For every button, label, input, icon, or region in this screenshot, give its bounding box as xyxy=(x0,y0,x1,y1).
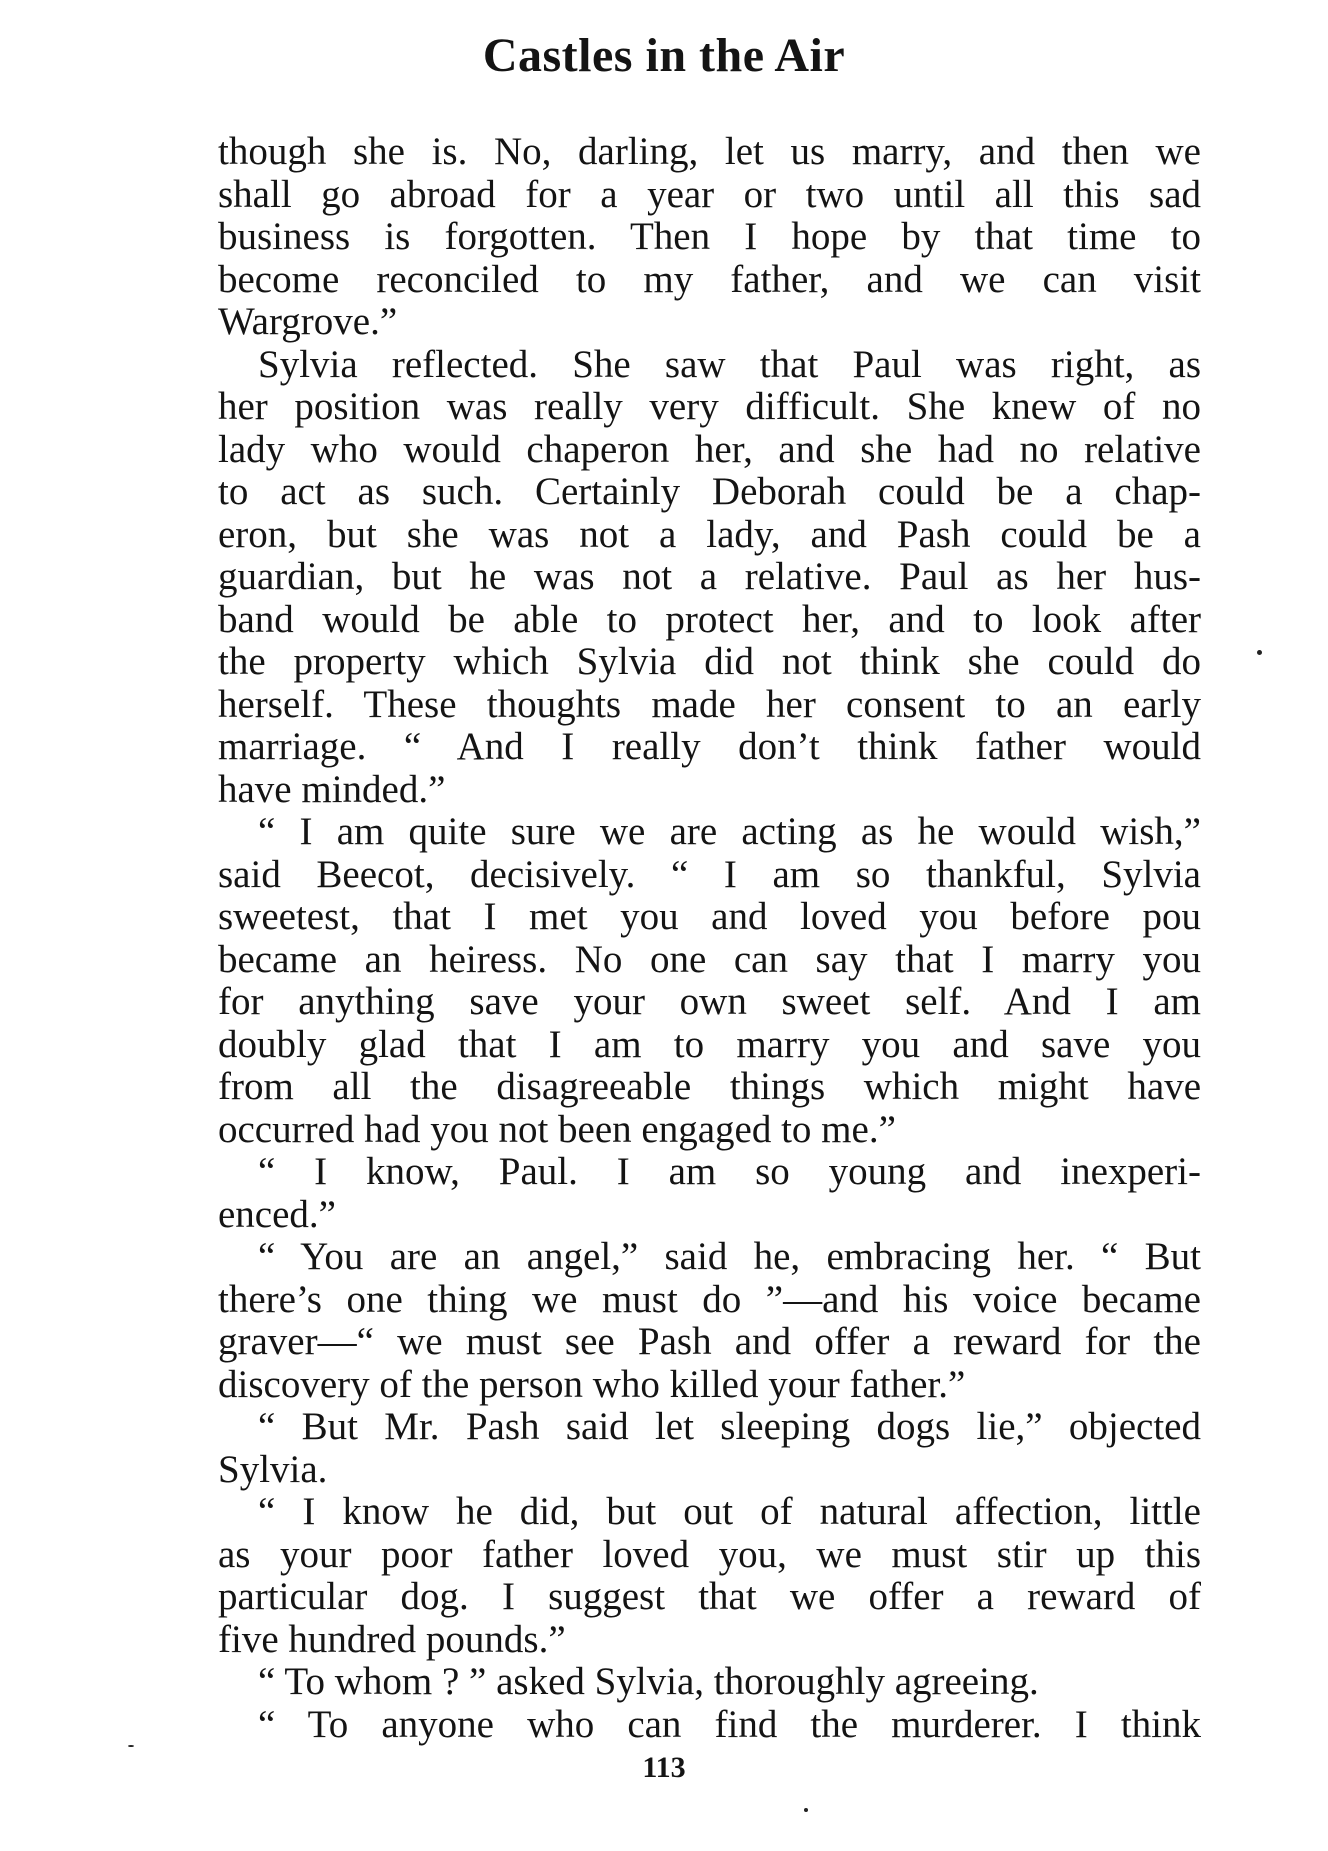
text-line: “ To whom ? ” asked Sylvia, thoroughly agreeing. xyxy=(258,1661,1039,1703)
text-line: guardian, but he was not a relative. Paul as her hus- xyxy=(218,556,1201,598)
scan-speck xyxy=(804,1808,808,1812)
text-line: for anything save your own sweet self. And I am xyxy=(218,981,1201,1023)
text-line: shall go abroad for a year or two until all this sad xyxy=(218,173,1201,216)
body-text xyxy=(218,131,1201,1746)
text-line: business is forgotten. Then I hope by that time to xyxy=(218,216,1201,258)
text-line: to act as such. Certainly Deborah could be a chap- xyxy=(218,471,1201,513)
text-line: “ I am quite sure we are acting as he would wish,” xyxy=(258,811,1201,853)
scan-speck xyxy=(128,1745,134,1747)
page-number: 113 xyxy=(642,1751,686,1784)
text-line: though she is. No, darling, let us marry, and then we xyxy=(218,131,1201,173)
text-line: particular dog. I suggest that we offer a reward of xyxy=(218,1576,1201,1618)
text-line: have minded.” xyxy=(218,768,446,811)
text-line: said Beecot, decisively. “ I am so thankful, Sylvia xyxy=(218,853,1201,896)
text-line: the property which Sylvia did not think she could do xyxy=(218,641,1201,683)
text-line: “ I know, Paul. I am so young and inexperi- xyxy=(258,1151,1201,1193)
text-line: there’s one thing we must do ”—and his voice became xyxy=(218,1278,1201,1321)
text-line: “ But Mr. Pash said let sleeping dogs lie,” objected xyxy=(258,1406,1201,1448)
running-head: Castles in the Air xyxy=(482,29,846,82)
text-line: sweetest, that I met you and loved you before pou xyxy=(218,896,1201,938)
text-line: doubly glad that I am to marry you and save you xyxy=(218,1023,1201,1066)
text-line: Sylvia. xyxy=(218,1448,328,1491)
text-line: Sylvia reflected. She saw that Paul was right, as xyxy=(258,343,1201,386)
text-line: lady who would chaperon her, and she had no relative xyxy=(218,428,1201,471)
text-line: graver—“ we must see Pash and offer a reward for the xyxy=(218,1321,1201,1363)
text-line: occurred had you not been engaged to me.” xyxy=(218,1108,896,1151)
text-line: “ You are an angel,” said he, embracing her. “ But xyxy=(258,1236,1201,1278)
scan-speck xyxy=(1257,650,1262,655)
text-line: her position was really very difficult. She knew of no xyxy=(218,386,1201,428)
text-line: enced.” xyxy=(218,1193,336,1236)
text-line: became an heiress. No one can say that I marry you xyxy=(218,938,1201,981)
text-line: as your poor father loved you, we must stir up this xyxy=(218,1533,1201,1576)
text-line: band would be able to protect her, and to look after xyxy=(218,598,1201,641)
text-line: “ To anyone who can find the murderer. I think xyxy=(258,1703,1201,1746)
text-line: discovery of the person who killed your father.” xyxy=(218,1363,966,1406)
text-line: five hundred pounds.” xyxy=(218,1618,566,1661)
text-line: herself. These thoughts made her consent to an early xyxy=(218,683,1201,726)
text-line: from all the disagreeable things which might have xyxy=(218,1066,1201,1108)
text-line: eron, but she was not a lady, and Pash could be a xyxy=(218,513,1201,556)
text-line: become reconciled to my father, and we can visit xyxy=(218,258,1201,301)
text-line: “ I know he did, but out of natural affection, little xyxy=(258,1491,1201,1533)
text-line: Wargrove.” xyxy=(218,301,398,343)
text-line: marriage. “ And I really don’t think father would xyxy=(218,726,1201,768)
